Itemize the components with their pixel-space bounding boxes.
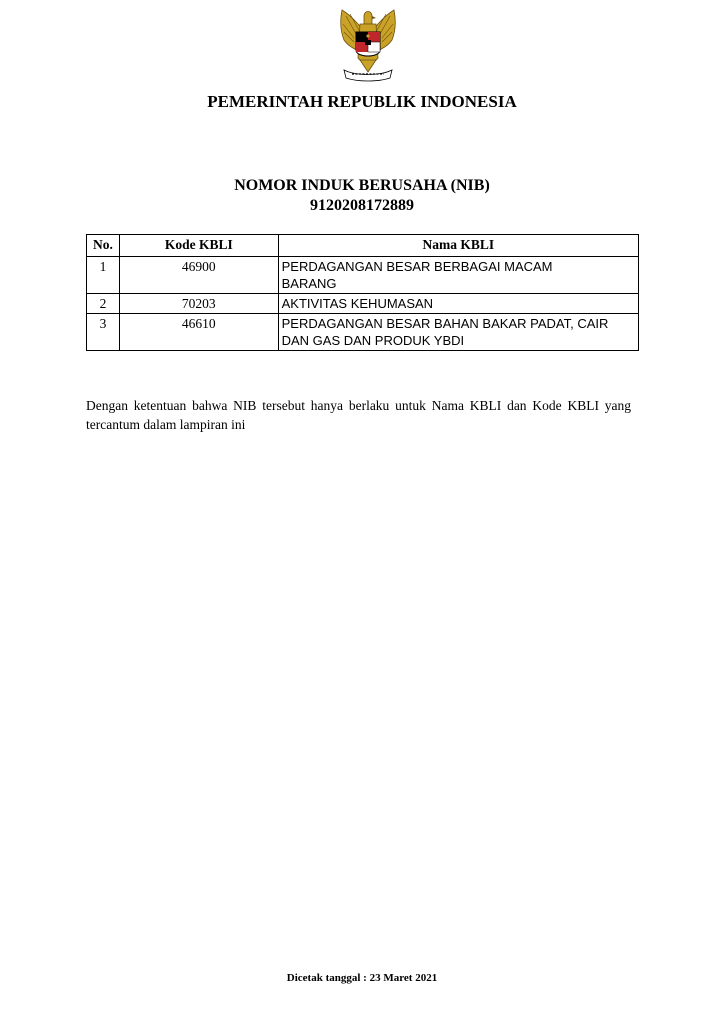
header-kode-kbli: Kode KBLI	[119, 235, 278, 257]
row-kode-kbli: 46900	[119, 257, 278, 294]
table-header-row	[87, 235, 639, 257]
table-row	[87, 314, 639, 351]
row-number: 2	[87, 294, 120, 314]
validity-note: Dengan ketentuan bahwa NIB tersebut hanya berlaku untuk Nama KBLI dan Kode KBLI yang tercantum dalam lampiran ini	[86, 398, 631, 432]
nib-number: 9120208172889	[310, 197, 414, 214]
row-nama-kbli: PERDAGANGAN BESAR BAHAN BAKAR PADAT, CAIR DAN GAS DAN PRODUK YBDI	[278, 314, 638, 351]
header-nama-kbli: Nama KBLI	[278, 235, 638, 257]
row-number: 1	[87, 257, 120, 294]
table-row	[87, 257, 639, 294]
garuda-emblem-icon	[330, 6, 406, 84]
row-nama-kbli: AKTIVITAS KEHUMASAN	[278, 294, 638, 314]
nib-title: NOMOR INDUK BERUSAHA (NIB)	[234, 177, 490, 194]
print-date: Dicetak tanggal : 23 Maret 2021	[286, 972, 438, 984]
row-nama-kbli: PERDAGANGAN BESAR BERBAGAI MACAM BARANG	[278, 257, 638, 294]
table-row	[87, 294, 639, 314]
row-number: 3	[87, 314, 120, 351]
header-no: No.	[87, 235, 120, 257]
nib-heading	[0, 176, 724, 216]
row-kode-kbli: 46610	[119, 314, 278, 351]
row-kode-kbli: 70203	[119, 294, 278, 314]
government-title: PEMERINTAH REPUBLIK INDONESIA	[207, 92, 517, 111]
kbli-table	[86, 234, 639, 351]
